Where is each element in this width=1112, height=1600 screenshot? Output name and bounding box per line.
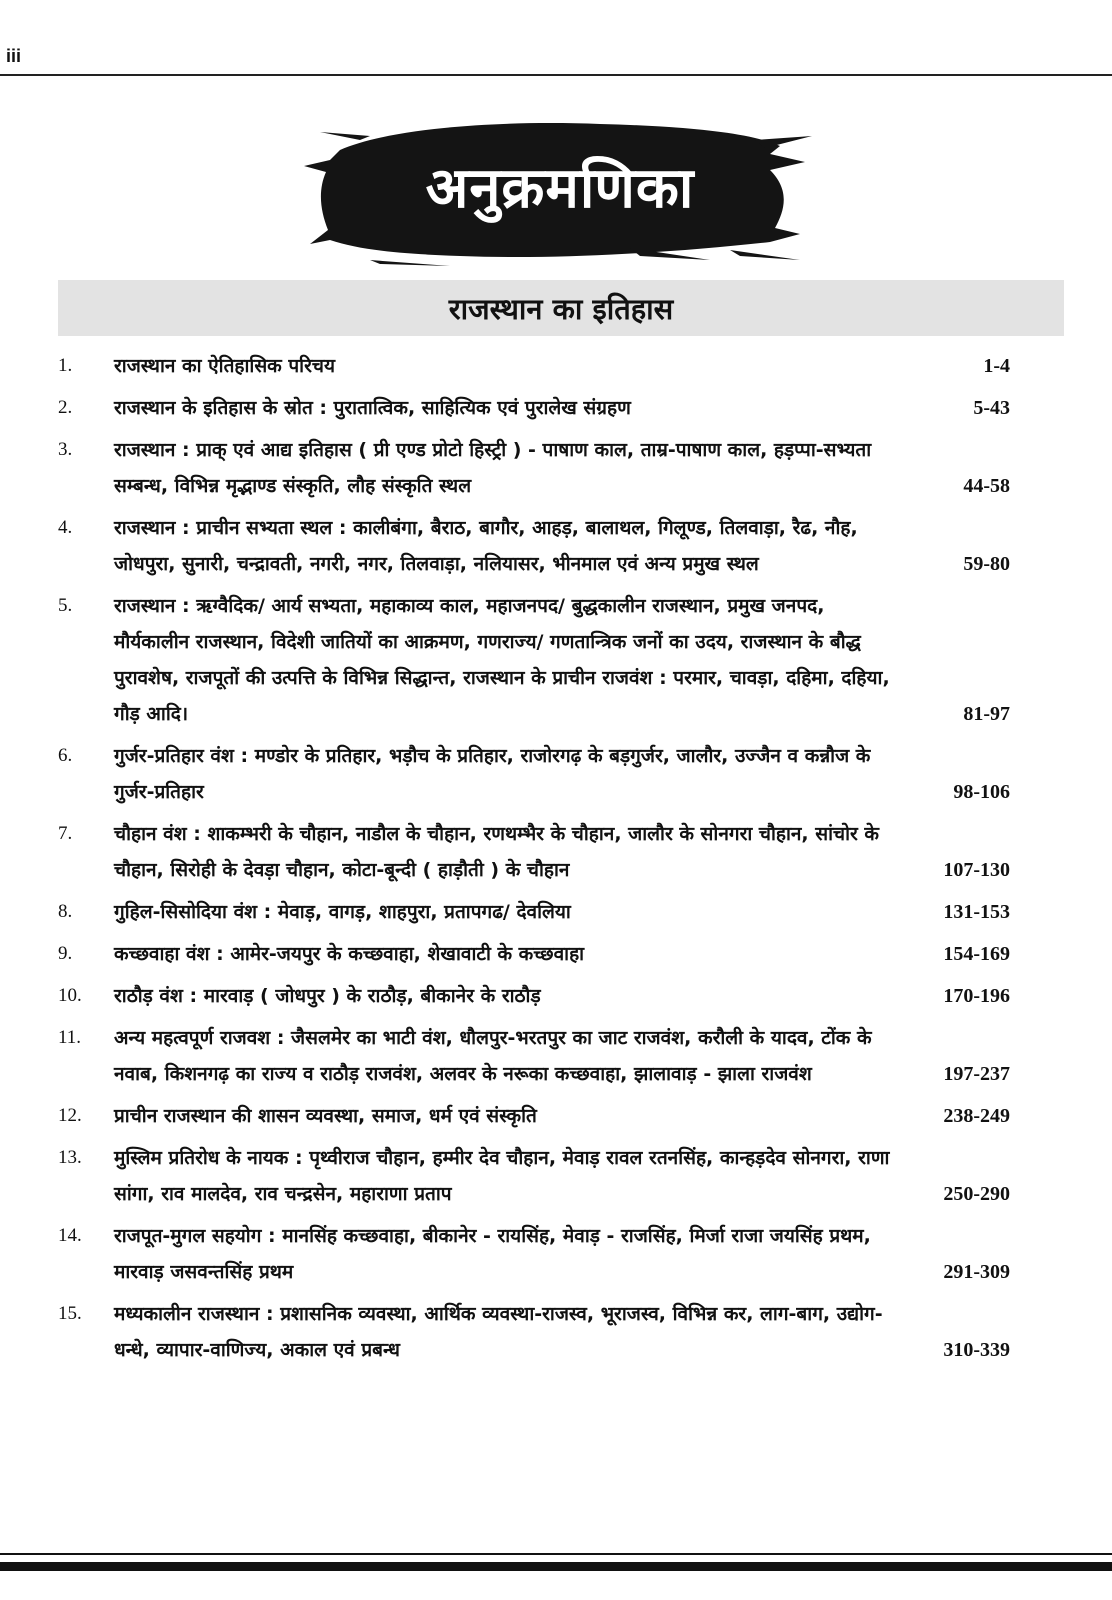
toc-entry-pages: 131-153 xyxy=(943,901,1010,923)
section-heading: राजस्थान का इतिहास xyxy=(58,280,1064,336)
toc-entry-number: 15. xyxy=(58,1303,82,1324)
toc-entry-number: 8. xyxy=(58,901,73,922)
toc-entry xyxy=(0,1020,1112,1092)
toc-entry xyxy=(0,588,1112,732)
toc-entry-pages: 250-290 xyxy=(943,1183,1010,1205)
toc-entry-title: राजस्थान : प्राक् एवं आद्य इतिहास ( प्री एण्ड प्रोटो हिस्ट्री ) - पाषाण काल, ताम्र-पाषाण काल, हड़प्पा-सभ्यता सम्बन्ध, विभिन्न मृद्भाण्ड संस्कृति, लौह संस्कृति स्थल xyxy=(114,439,872,497)
bottom-divider-thick xyxy=(0,1562,1112,1571)
toc-entry-pages: 98-106 xyxy=(953,781,1010,803)
toc-entry-number: 2. xyxy=(58,397,73,418)
table-of-contents xyxy=(0,348,1112,1374)
toc-entry-pages: 291-309 xyxy=(943,1261,1010,1283)
toc-entry-title: गुहिल-सिसोदिया वंश : मेवाड़, वागड़, शाहपुरा, प्रतापगढ/ देवलिया xyxy=(114,901,571,923)
toc-entry xyxy=(0,348,1112,384)
toc-entry-number: 13. xyxy=(58,1147,82,1168)
toc-entry-number: 4. xyxy=(58,517,73,538)
toc-entry-number: 10. xyxy=(58,985,82,1006)
toc-entry-title: चौहान वंश : शाकम्भरी के चौहान, नाडौल के चौहान, रणथम्भैर के चौहान, जालौर के सोनगरा चौहान, सांचोर के चौहान, सिरोही के देवड़ा चौहान, कोटा-बून्दी ( हाड़ौती ) के चौहान xyxy=(114,823,879,881)
top-divider xyxy=(0,74,1112,76)
contents-heading: अनुक्रमणिका xyxy=(425,156,695,221)
toc-entry-pages: 238-249 xyxy=(943,1105,1010,1127)
toc-entry-title: प्राचीन राजस्थान की शासन व्यवस्था, समाज, धर्म एवं संस्कृति xyxy=(114,1105,537,1127)
toc-entry-number: 1. xyxy=(58,355,73,376)
toc-entry xyxy=(0,1218,1112,1290)
toc-entry-number: 12. xyxy=(58,1105,82,1126)
toc-entry-number: 14. xyxy=(58,1225,82,1246)
toc-entry-title: राजस्थान का ऐतिहासिक परिचय xyxy=(114,355,335,377)
toc-entry-title: राठौड़ वंश : मारवाड़ ( जोधपुर ) के राठौड़, बीकानेर के राठौड़ xyxy=(114,985,541,1007)
toc-entry-pages: 44-58 xyxy=(963,475,1010,497)
toc-entry xyxy=(0,738,1112,810)
toc-entry-pages: 170-196 xyxy=(943,985,1010,1007)
toc-entry-number: 11. xyxy=(58,1027,82,1048)
toc-entry xyxy=(0,978,1112,1014)
toc-entry-title: कच्छवाहा वंश : आमेर-जयपुर के कच्छवाहा, शेखावाटी के कच्छवाहा xyxy=(114,943,585,965)
toc-entry xyxy=(0,432,1112,504)
toc-entry-title: गुर्जर-प्रतिहार वंश : मण्डोर के प्रतिहार, भड़ौच के प्रतिहार, राजोरगढ़ के बड़गुर्जर, जालौर, उज्जैन व कन्नौज के गुर्जर-प्रतिहार xyxy=(114,745,871,803)
toc-entry xyxy=(0,390,1112,426)
toc-entry-pages: 154-169 xyxy=(943,943,1010,965)
toc-entry xyxy=(0,894,1112,930)
toc-entry xyxy=(0,816,1112,888)
toc-entry-title: राजस्थान के इतिहास के स्रोत : पुरातात्विक, साहित्यिक एवं पुरालेख संग्रहण xyxy=(114,397,631,419)
toc-entry-pages: 1-4 xyxy=(983,355,1010,377)
toc-entry-title: राजपूत-मुगल सहयोग : मानसिंह कच्छवाहा, बीकानेर - रायसिंह, मेवाड़ - राजसिंह, मिर्जा राजा जयसिंह प्रथम, मारवाड़ जसवन्तसिंह प्रथम xyxy=(114,1225,871,1283)
toc-entry-title: अन्य महत्वपूर्ण राजवश : जैसलमेर का भाटी वंश, धौलपुर-भरतपुर का जाट राजवंश, करौली के यादव, टोंक के नवाब, किशनगढ़ का राज्य व राठौड़ राजवंश, अलवर के नरूका कच्छवाहा, झालावाड़ - झाला राजवंश xyxy=(114,1027,872,1085)
toc-entry-pages: 197-237 xyxy=(943,1063,1010,1085)
toc-entry xyxy=(0,1296,1112,1368)
toc-entry xyxy=(0,1140,1112,1212)
toc-entry-number: 6. xyxy=(58,745,73,766)
toc-entry-title: मध्यकालीन राजस्थान : प्रशासनिक व्यवस्था, आर्थिक व्यवस्था-राजस्व, भूराजस्व, विभिन्न कर, लाग-बाग, उद्योग-धन्धे, व्यापार-वाणिज्य, अकाल एवं प्रबन्ध xyxy=(114,1303,883,1361)
toc-entry-number: 7. xyxy=(58,823,73,844)
toc-entry-title: मुस्लिम प्रतिरोध के नायक : पृथ्वीराज चौहान, हम्मीर देव चौहान, मेवाड़ रावल रतनसिंह, कान्हड़देव सोनगरा, राणा सांगा, राव मालदेव, राव चन्द्रसेन, महाराणा प्रताप xyxy=(114,1147,890,1205)
bottom-divider-thin xyxy=(0,1553,1112,1555)
toc-entry-number: 5. xyxy=(58,595,73,616)
toc-entry-pages: 107-130 xyxy=(943,859,1010,881)
toc-entry-number: 3. xyxy=(58,439,73,460)
toc-entry-pages: 81-97 xyxy=(963,703,1010,725)
toc-entry-title: राजस्थान : प्राचीन सभ्यता स्थल : कालीबंगा, बैराठ, बागौर, आहड़, बालाथल, गिलूण्ड, तिलवाड़ा, रैढ, नौह, जोधपुरा, सुनारी, चन्द्रावती, नगरी, नगर, तिलवाड़ा, नलियासर, भीनमाल एवं अन्य प्रमुख स्थल xyxy=(114,517,858,575)
title-banner xyxy=(300,110,820,275)
toc-entry-pages: 5-43 xyxy=(973,397,1010,419)
toc-entry xyxy=(0,1098,1112,1134)
toc-entry-pages: 59-80 xyxy=(963,553,1010,575)
toc-entry-number: 9. xyxy=(58,943,73,964)
toc-entry xyxy=(0,510,1112,582)
toc-entry-title: राजस्थान : ऋग्वैदिक/ आर्य सभ्यता, महाकाव्य काल, महाजनपद/ बुद्धकालीन राजस्थान, प्रमुख जनपद, मौर्यकालीन राजस्थान, विदेशी जातियों का आक्रमण, गणराज्य/ गणतान्त्रिक जनों का उदय, राजस्थान के बौद्ध पुरावशेष, राजपूतों की उत्पत्ति के विभिन्न सिद्धान्त, राजस्थान के प्राचीन राजवंश : परमार, चावड़ा, दहिमा, दहिया, गौड़ आदि। xyxy=(114,595,890,725)
page-number: iii xyxy=(6,46,22,66)
toc-entry-pages: 310-339 xyxy=(943,1339,1010,1361)
toc-entry xyxy=(0,936,1112,972)
